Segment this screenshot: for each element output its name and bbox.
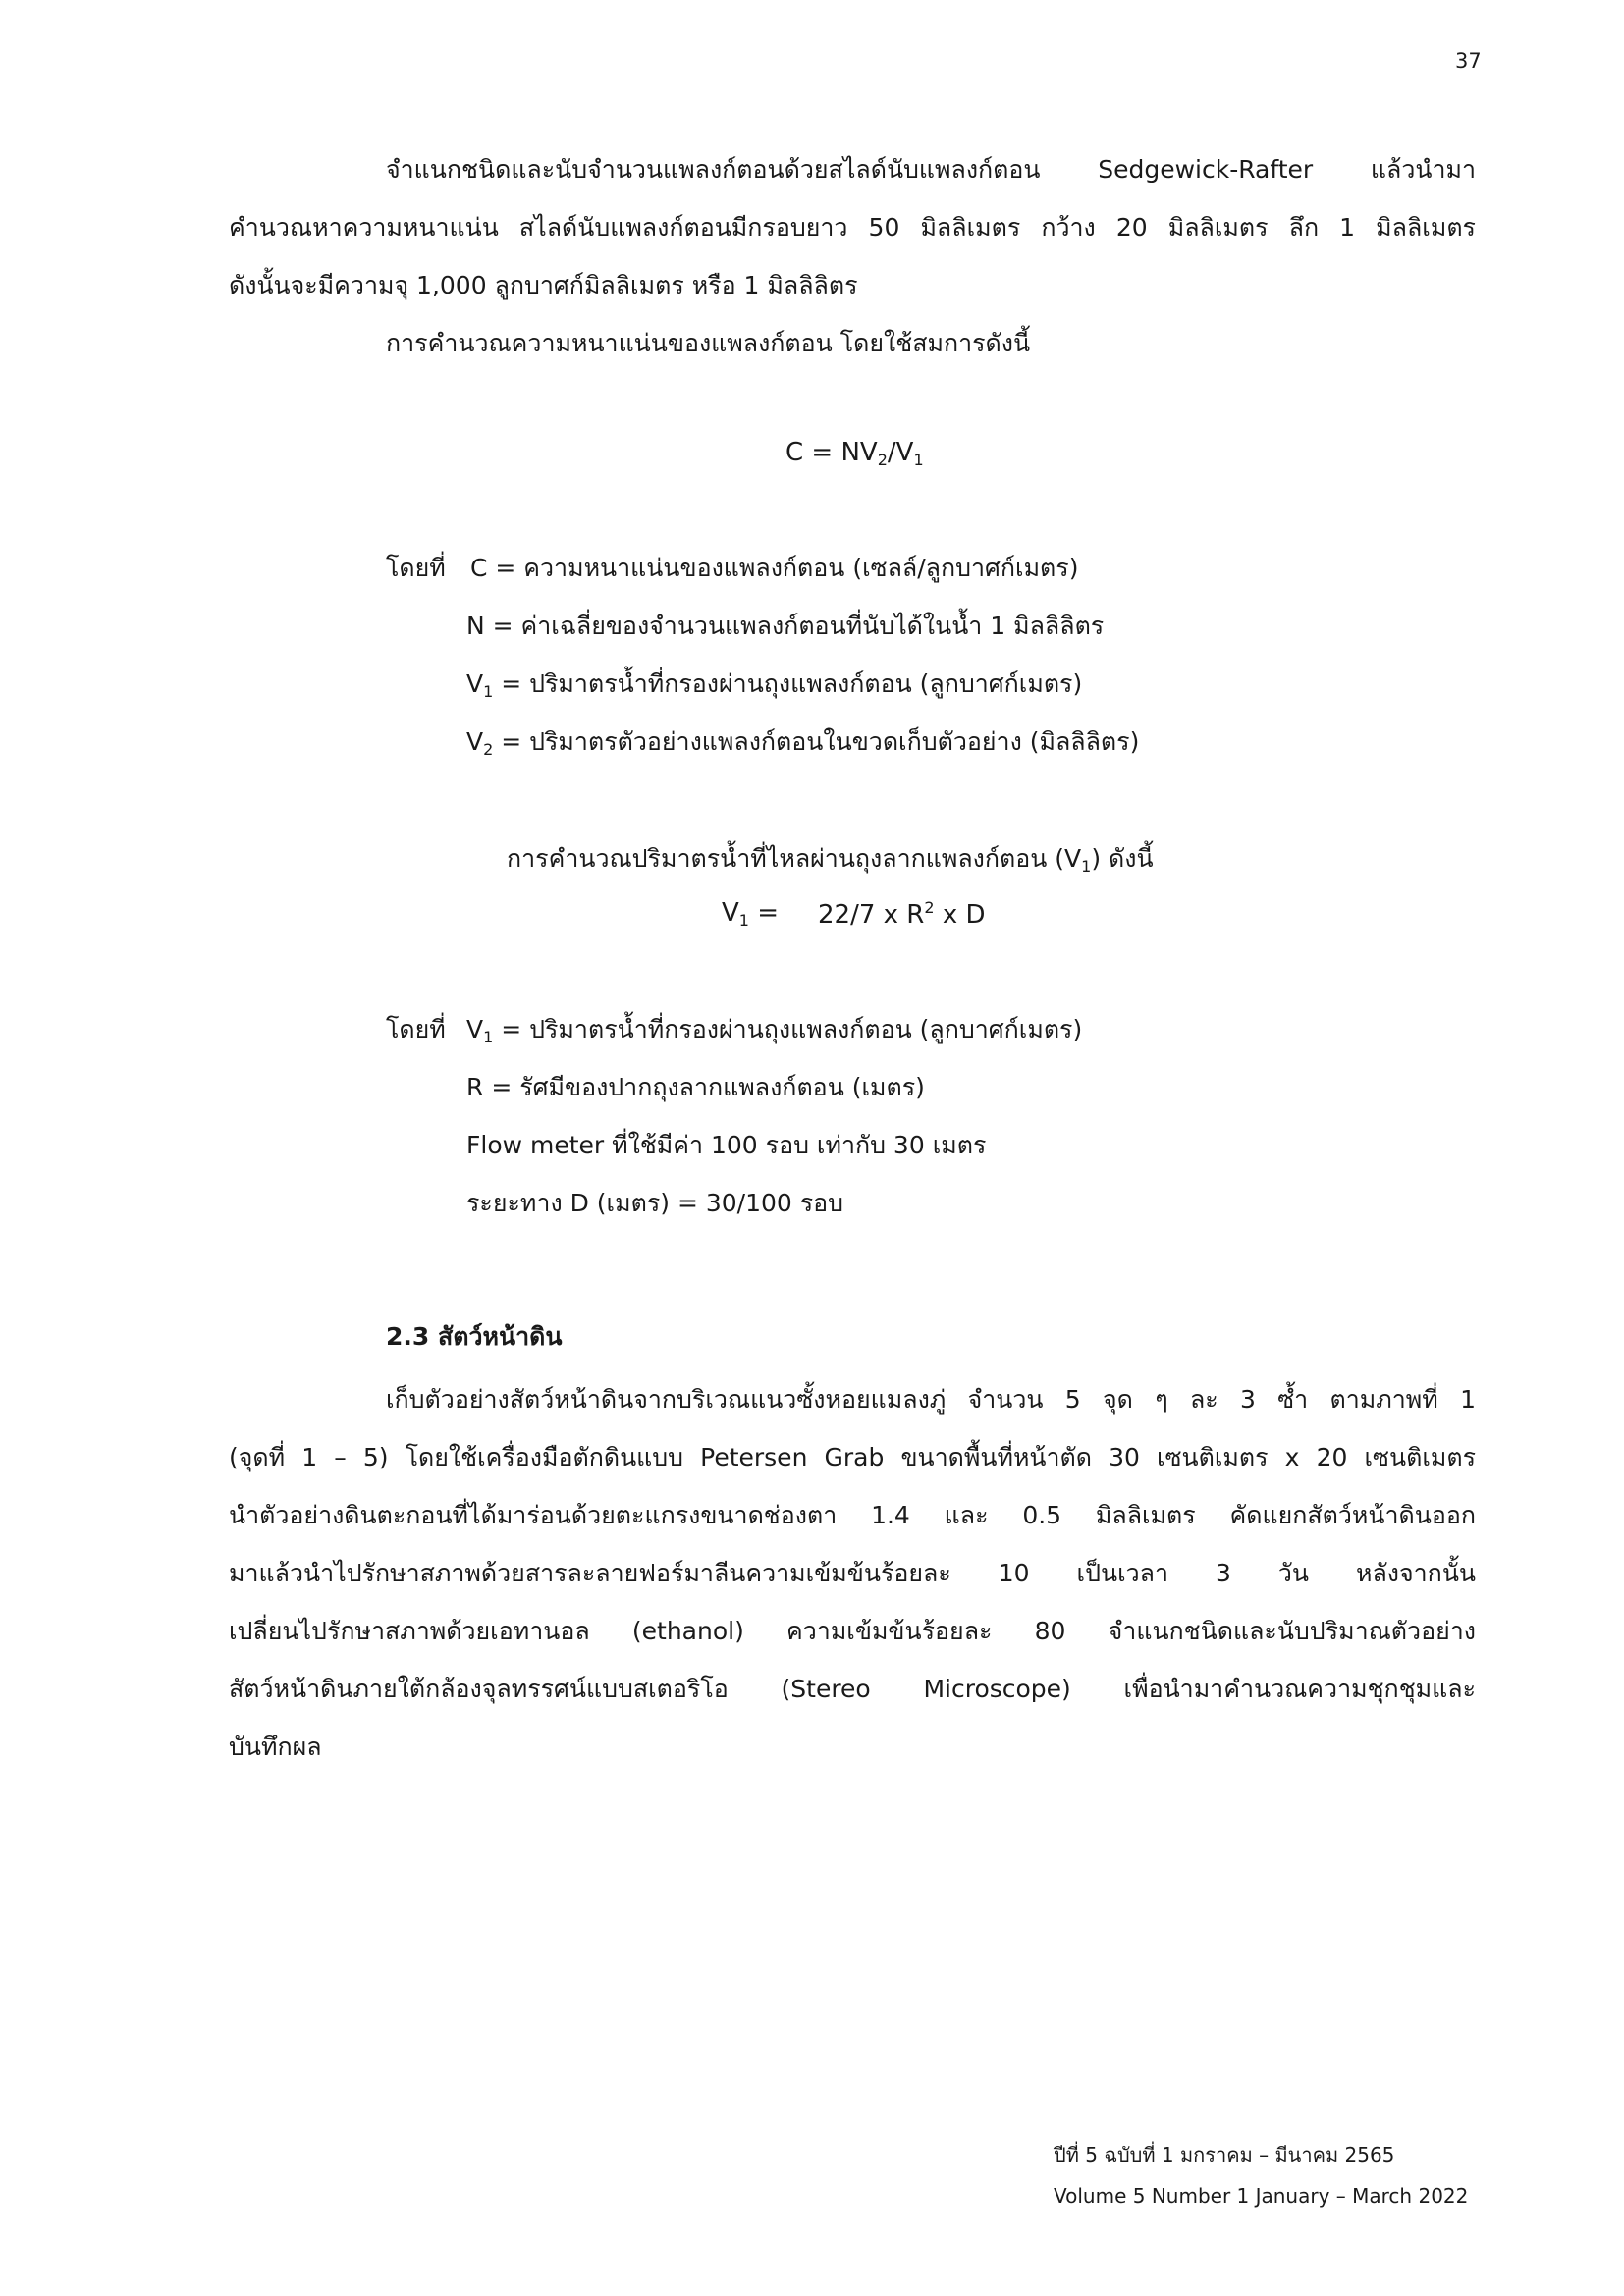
definition-r: R = รัศมีของปากถุงลากแพลงก์ตอน (เมตร): [466, 1073, 925, 1101]
section-line-5: เปลี่ยนไปรักษาสภาพด้วยเอทานอล (ethanol) ความเข้มข้นร้อยละ 80 จำแนกชนิดและนับปริมาณตัวอย่าง: [229, 1617, 1476, 1645]
definition-v2-sub: 2: [483, 740, 494, 759]
definition-v2: [466, 724, 1139, 767]
section-line-3: นำตัวอย่างดินตะกอนที่ได้มาร่อนด้วยตะแกรงขนาดช่องตา 1.4 และ 0.5 มิลลิเมตร คัดแยกสัตว์หน้าดินออก: [229, 1501, 1476, 1529]
definition-v1: [466, 667, 1082, 709]
flow-equation-rhs: [818, 898, 986, 930]
definition-c: C = ความหนาแน่นของแพลงก์ตอน (เซลล์/ลูกบาศก์เมตร): [470, 554, 1079, 582]
flow-equation-lhs: [722, 898, 779, 930]
footer-english: Volume 5 Number 1 January – March 2022: [1054, 2184, 1469, 2208]
definition-v2-symbol: V: [466, 727, 484, 756]
intro-line-2: คำนวณหาความหนาแน่น สไลด์นับแพลงก์ตอนมีกรอบยาว 50 มิลลิเมตร กว้าง 20 มิลลิเมตร ลึก 1 มิลลิเมตร: [229, 213, 1476, 241]
density-equation: [785, 438, 924, 469]
flow-calc-title-b: ) ดังนี้: [1091, 844, 1154, 873]
section-heading: 2.3 สัตว์หน้าดิน: [386, 1322, 563, 1351]
flow-equation-rhs-a: 22/7 x R: [818, 900, 925, 930]
flow-equation-rhs-b: x D: [934, 900, 986, 930]
equation-sub-1: 1: [913, 451, 924, 469]
definitions1-lead: โดยที่: [386, 554, 446, 582]
intro-line-3: ดังนั้นจะมีความจุ 1,000 ลูกบาศก์มิลลิเมตร หรือ 1 มิลลิลิตร: [229, 271, 858, 299]
definition2-v1-symbol: V: [466, 1015, 484, 1043]
flow-calc-title-a: การคำนวณปริมาตรน้ำที่ไหลผ่านถุงลากแพลงก์ตอน (V: [507, 844, 1082, 873]
definition-v2-text: = ปริมาตรตัวอย่างแพลงก์ตอนในขวดเก็บตัวอย่าง (มิลลิลิตร): [493, 727, 1140, 756]
section-line-4: มาแล้วนำไปรักษาสภาพด้วยสารละลายฟอร์มาลีนความเข้มข้นร้อยละ 10 เป็นเวลา 3 วัน หลังจากนั้น: [229, 1559, 1476, 1587]
flow-calc-title: [507, 841, 1154, 883]
intro-line-1: จำแนกชนิดและนับจำนวนแพลงก์ตอนด้วยสไลด์นับแพลงก์ตอน Sedgewick-Rafter แล้วนำมา: [386, 155, 1476, 184]
flow-equation-symbol: V: [722, 898, 739, 928]
section-line-7: บันทึกผล: [229, 1733, 322, 1761]
definition-v1-text: = ปริมาตรน้ำที่กรองผ่านถุงแพลงก์ตอน (ลูกบาศก์เมตร): [493, 669, 1083, 698]
intro-paragraph: [229, 140, 1476, 372]
definitions2-lead: โดยที่: [386, 1015, 446, 1043]
equation-lhs: C = NV: [785, 438, 878, 467]
definition-v1-sub: 1: [483, 682, 494, 701]
section-line-1: เก็บตัวอย่างสัตว์หน้าดินจากบริเวณแนวซั้งหอยแมลงภู่ จำนวน 5 จุด ๆ ละ 3 ซ้ำ ตามภาพที่ 1: [386, 1385, 1476, 1414]
footer-thai: ปีที่ 5 ฉบับที่ 1 มกราคม – มีนาคม 2565: [1054, 2143, 1395, 2166]
section-paragraph: [229, 1370, 1476, 1776]
definition-distance: ระยะทาง D (เมตร) = 30/100 รอบ: [466, 1189, 844, 1217]
definition2-v1-sub: 1: [483, 1028, 494, 1046]
section-line-6: สัตว์หน้าดินภายใต้กล้องจุลทรรศน์แบบสเตอริโอ (Stereo Microscope) เพื่อนำมาคำนวณความชุกชุมและ: [229, 1675, 1476, 1703]
equation-sub-2: 2: [877, 451, 888, 469]
flow-equation-sup: 2: [924, 898, 935, 917]
flow-calc-title-sub: 1: [1081, 857, 1092, 876]
definition2-v1: [466, 1012, 1082, 1054]
definition2-v1-text: = ปริมาตรน้ำที่กรองผ่านถุงแพลงก์ตอน (ลูกบาศก์เมตร): [493, 1015, 1083, 1043]
definition-flow-meter: Flow meter ที่ใช้มีค่า 100 รอบ เท่ากับ 30 เมตร: [466, 1131, 987, 1159]
section-line-2: (จุดที่ 1 – 5) โดยใช้เครื่องมือตักดินแบบ Petersen Grab ขนาดพื้นที่หน้าตัด 30 เซนติเมตร x 20 เซนติเมตร: [229, 1443, 1476, 1471]
page-number: 37: [1455, 49, 1482, 73]
definition-v1-symbol: V: [466, 669, 484, 698]
density-intro: การคำนวณความหนาแน่นของแพลงก์ตอน โดยใช้สมการดังนี้: [386, 329, 1031, 357]
equation-mid: /V: [887, 438, 914, 467]
flow-equation-equals: =: [748, 898, 780, 928]
definition-n: N = ค่าเฉลี่ยของจำนวนแพลงก์ตอนที่นับได้ในน้ำ 1 มิลลิลิตร: [466, 612, 1105, 640]
flow-equation-sub: 1: [738, 911, 749, 930]
